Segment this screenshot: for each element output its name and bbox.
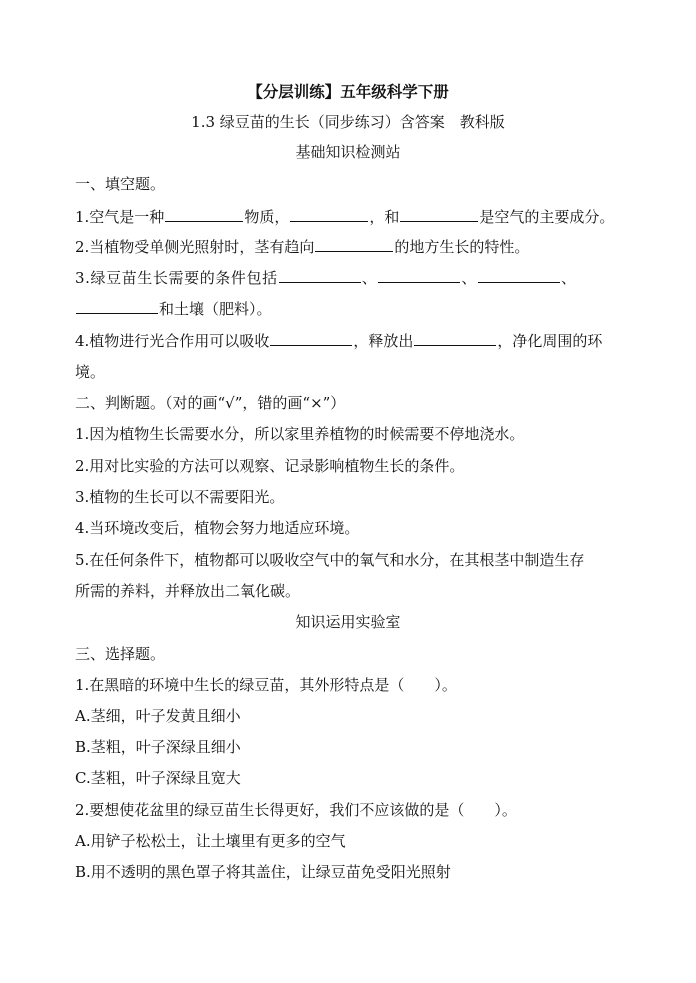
judge-q2: 2.用对比实验的方法可以观察、记录影响植物生长的条件。 <box>75 457 465 475</box>
choice-q2-option-a: A.用铲子松松土，让土壤里有更多的空气 <box>75 832 346 850</box>
fill-blank-q1: 1.空气是一种 物质， ，和 是空气的主要成分。 <box>75 208 615 226</box>
judge-heading: 二、判断题。（对的画“√”，错的画“×”） <box>75 394 346 412</box>
choice-q1: 1.在黑暗的环境中生长的绿豆苗，其外形特点是（ ）。 <box>75 676 457 694</box>
fill-blank-q3-cont: 和土壤（肥料）。 <box>75 299 635 319</box>
choice-heading: 三、选择题。 <box>75 645 166 663</box>
answer-blank[interactable] <box>279 268 361 283</box>
answer-blank[interactable] <box>478 268 560 283</box>
answer-blank[interactable] <box>270 331 352 346</box>
section-heading-applied: 知识运用实验室 <box>295 613 401 631</box>
fill-blank-q4-cont: 境。 <box>75 363 106 381</box>
section-heading-basic: 基础知识检测站 <box>295 143 401 161</box>
fill-blank-q4: 4.植物进行光合作用可以吸收 ，释放出 ，净化周围的环 <box>75 332 603 350</box>
fill-blank-q2: 2.当植物受单侧光照射时，茎有趋向 的地方生长的特性。 <box>75 238 530 256</box>
choice-q2: 2.要想使花盆里的绿豆苗生长得更好，我们不应该做的是（ ）。 <box>75 801 517 819</box>
answer-blank[interactable] <box>414 331 496 346</box>
answer-blank[interactable] <box>378 268 460 283</box>
answer-blank[interactable] <box>165 207 243 222</box>
choice-q1-option-a: A.茎细，叶子发黄且细小 <box>75 707 241 725</box>
judge-q3: 3.植物的生长可以不需要阳光。 <box>75 488 285 506</box>
document-title: 【分层训练】五年级科学下册 <box>247 82 449 101</box>
judge-q4: 4.当环境改变后，植物会努力地适应环境。 <box>75 519 360 537</box>
fill-blank-q3: 3.绿豆苗生长需要的条件包括 、 、 、 <box>75 269 577 287</box>
answer-blank[interactable] <box>290 207 368 222</box>
judge-q5: 5.在任何条件下，植物都可以吸收空气中的氧气和水分，在其根茎中制造生存 <box>75 551 585 569</box>
answer-blank[interactable] <box>315 237 393 252</box>
judge-q1: 1.因为植物生长需要水分，所以家里养植物的时候需要不停地浇水。 <box>75 425 525 443</box>
choice-q2-option-b: B.用不透明的黑色罩子将其盖住，让绿豆苗免受阳光照射 <box>75 863 451 881</box>
answer-blank[interactable] <box>76 299 158 314</box>
choice-q1-option-c: C.茎粗，叶子深绿且宽大 <box>75 769 241 787</box>
choice-q1-option-b: B.茎粗，叶子深绿且细小 <box>75 738 241 756</box>
judge-q5-cont: 所需的养料，并释放出二氧化碳。 <box>75 582 301 600</box>
answer-blank[interactable] <box>400 207 478 222</box>
fill-blank-heading: 一、填空题。 <box>75 175 166 193</box>
document-subtitle: 1.3 绿豆苗的生长（同步练习）含答案 教科版 <box>191 113 505 131</box>
